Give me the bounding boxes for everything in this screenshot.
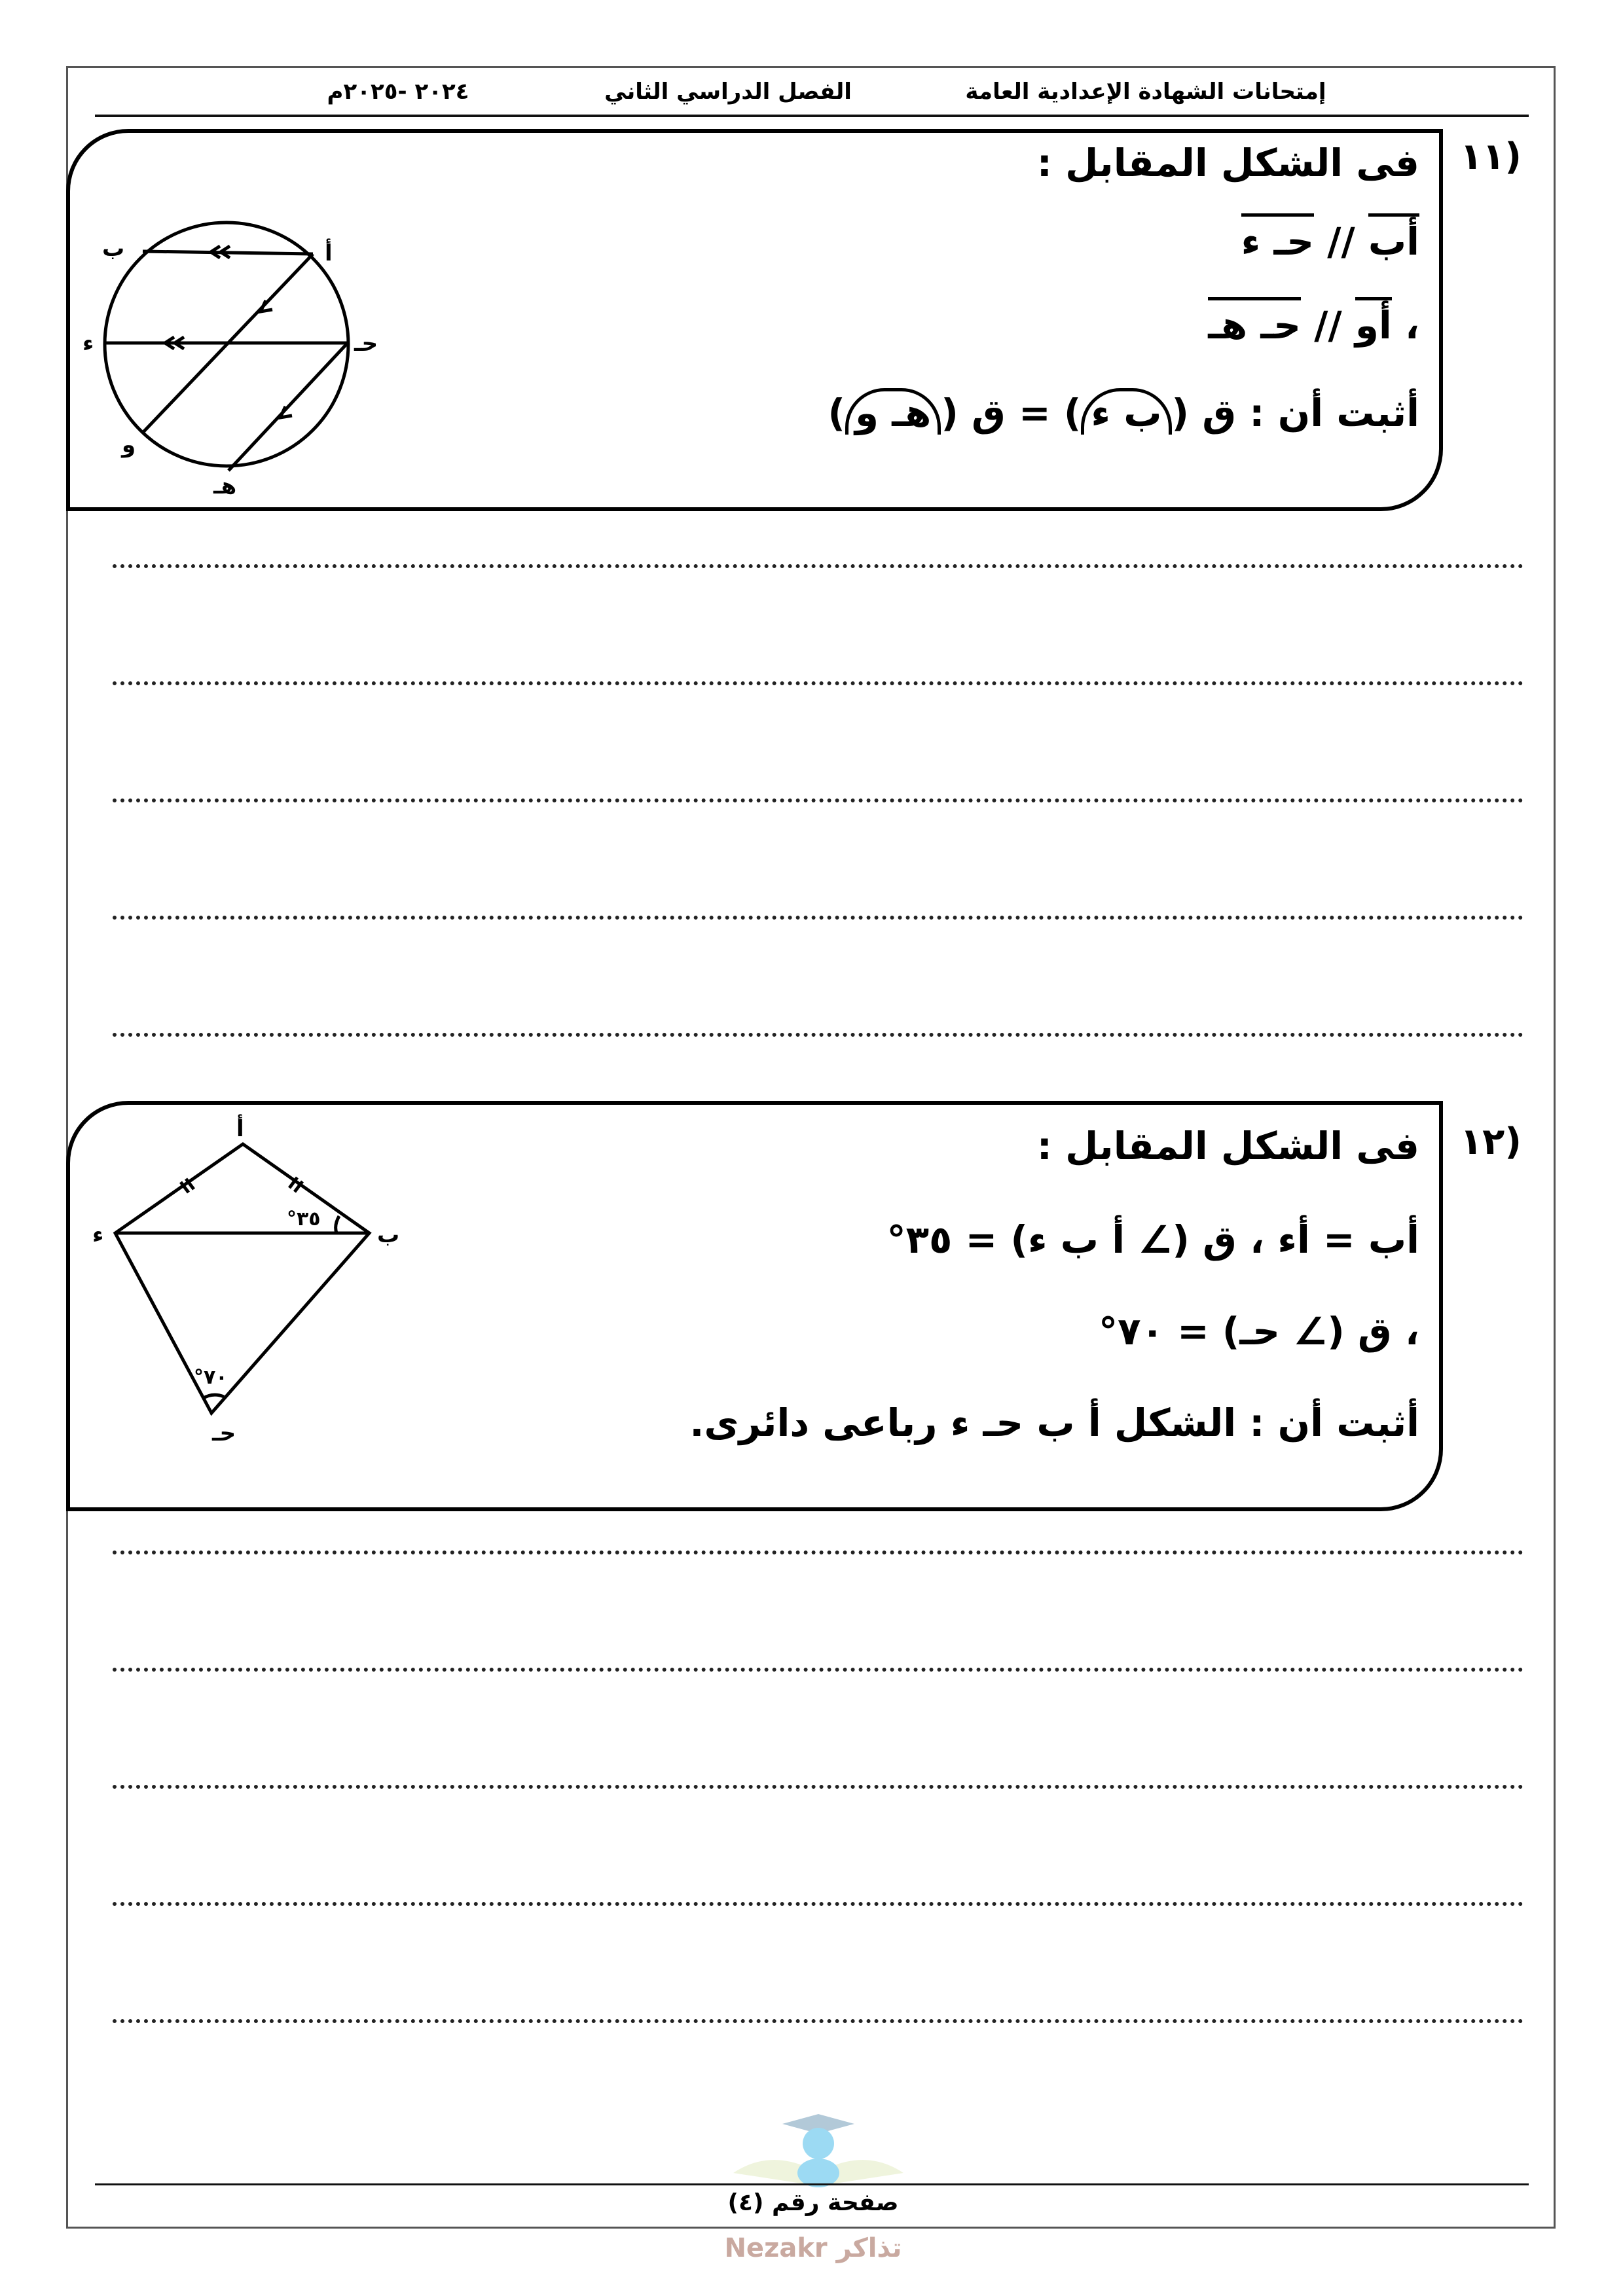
- watermark-text: Nezakr تذاكر: [724, 2233, 902, 2263]
- q12-intro: فى الشكل المقابل :: [1036, 1124, 1419, 1168]
- q11-given-1: [1241, 217, 1419, 266]
- arc-bd: ب ء: [1081, 388, 1171, 435]
- measure-symbol: ق: [1202, 391, 1237, 435]
- answer-line[interactable]: [113, 1668, 1523, 1672]
- parallel-sign: //: [1314, 219, 1368, 264]
- answer-line[interactable]: [113, 681, 1523, 685]
- watermark-logo: [720, 2108, 917, 2189]
- exam-title: إمتحانات الشهادة الإعدادية العامة: [965, 79, 1326, 105]
- segment-cd: حـ ء: [1241, 213, 1314, 264]
- answer-line[interactable]: [113, 1551, 1523, 1554]
- equals: =: [1005, 391, 1064, 435]
- question-11-box: [66, 129, 1443, 511]
- comma: ،: [1391, 303, 1419, 348]
- chord-ab: [143, 251, 313, 254]
- question-number-11: (١١: [1460, 135, 1522, 178]
- answer-line[interactable]: [113, 1785, 1523, 1789]
- label-a: أ: [325, 240, 333, 266]
- q11-given-2: [1208, 300, 1419, 350]
- term-label: الفصل الدراسي الثاني: [604, 79, 852, 105]
- year-label: ٢٠٢٤ -٢٠٢٥م: [327, 79, 469, 105]
- label-c: حـ: [212, 1420, 236, 1446]
- label-a: أ: [236, 1116, 244, 1142]
- angle-arc-c: [202, 1395, 224, 1399]
- segment-ch: حـ هـ: [1208, 297, 1301, 348]
- segment-ab: أب: [1368, 213, 1419, 264]
- answer-line[interactable]: [113, 916, 1523, 920]
- q11-intro: فى الشكل المقابل :: [1036, 141, 1419, 185]
- arrow-mark: [280, 406, 292, 418]
- quadrilateral-figure: [70, 1105, 528, 1505]
- q11-prove: أثبت أن : ق (ب ء) = ق (هـ و): [828, 388, 1419, 438]
- prove-label: أثبت أن :: [1236, 391, 1419, 435]
- segment-aw: أو: [1355, 297, 1392, 348]
- parallel-sign: //: [1301, 303, 1355, 348]
- footer-divider: [95, 2183, 1529, 2185]
- arrow-mark: [261, 300, 272, 312]
- answer-line[interactable]: [113, 564, 1523, 568]
- angle-c-label: °٧٠: [194, 1366, 228, 1389]
- circle-figure: [70, 133, 528, 506]
- answer-line[interactable]: [113, 2019, 1523, 2023]
- answer-line[interactable]: [113, 798, 1523, 802]
- header-divider: [95, 115, 1529, 117]
- q12-given-2: ، ق (∠ حـ) = ٧٠°: [1099, 1309, 1419, 1354]
- measure-symbol: ق: [972, 391, 1006, 435]
- label-b: ب: [102, 236, 125, 262]
- label-h: هـ: [213, 473, 237, 499]
- label-w: و: [122, 432, 136, 458]
- angle-arc-b: [336, 1216, 339, 1233]
- arc-hw: هـ و: [845, 388, 941, 435]
- q12-given-1: أب = أء ، ق (∠ أ ب ء) = ٣٥°: [886, 1217, 1419, 1262]
- page-number: صفحة رقم (٤): [727, 2189, 899, 2216]
- label-b: ب: [377, 1222, 400, 1248]
- label-c: حـ: [354, 331, 378, 357]
- question-12-box: [66, 1101, 1443, 1511]
- quadrilateral: [115, 1144, 369, 1413]
- angle-b-label: °٣٥: [287, 1208, 321, 1230]
- label-d: ء: [92, 1222, 104, 1248]
- answer-line[interactable]: [113, 1033, 1523, 1037]
- label-d: ء: [82, 331, 94, 357]
- question-number-12: (١٢: [1460, 1121, 1522, 1163]
- q12-prove: أثبت أن : الشكل أ ب حـ ء رباعى دائرى.: [689, 1401, 1419, 1445]
- answer-line[interactable]: [113, 1902, 1523, 1906]
- student-head-icon: [803, 2128, 834, 2159]
